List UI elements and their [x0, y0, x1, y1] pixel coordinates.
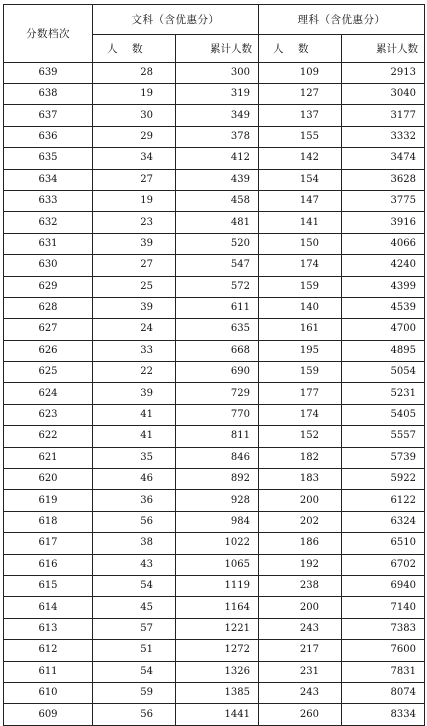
science-count-cell: 200: [259, 597, 342, 618]
score-distribution-table: [3, 4, 425, 726]
score-cell: 613: [4, 618, 93, 639]
arts-cumulative-cell: 547: [176, 255, 259, 276]
arts-count-cell: 27: [93, 169, 176, 190]
score-cell: 632: [4, 212, 93, 233]
science-count-cell: 147: [259, 190, 342, 211]
table-row: [4, 533, 425, 554]
science-count-cell: 200: [259, 490, 342, 511]
arts-count-cell: 56: [93, 704, 176, 725]
arts-count-cell: 19: [93, 84, 176, 105]
science-cumulative-cell: 3474: [342, 148, 425, 169]
header-row-groups: [4, 5, 425, 35]
arts-count-cell: 41: [93, 426, 176, 447]
arts-cumulative-cell: 928: [176, 490, 259, 511]
table-row: [4, 362, 425, 383]
science-count-cell: 142: [259, 148, 342, 169]
score-cell: 610: [4, 682, 93, 703]
science-cumulative-cell: 3628: [342, 169, 425, 190]
science-count-cell: 140: [259, 297, 342, 318]
science-count-cell: 243: [259, 618, 342, 639]
score-cell: 628: [4, 297, 93, 318]
science-count-cell: 195: [259, 340, 342, 361]
score-cell: 636: [4, 126, 93, 147]
arts-cumulative-cell: 1221: [176, 618, 259, 639]
science-cumulative-cell: 3775: [342, 190, 425, 211]
science-cumulative-cell: 4895: [342, 340, 425, 361]
table-row: [4, 704, 425, 725]
science-count-cell: 182: [259, 447, 342, 468]
science-count-cell: 217: [259, 640, 342, 661]
arts-count-cell: 28: [93, 63, 176, 84]
arts-cumulative-cell: 1385: [176, 682, 259, 703]
arts-count-cell: 56: [93, 511, 176, 532]
science-count-cell: 161: [259, 319, 342, 340]
science-cumulative-cell: 5557: [342, 426, 425, 447]
table-row: [4, 661, 425, 682]
arts-count-cell: 25: [93, 276, 176, 297]
arts-cumulative-cell: 811: [176, 426, 259, 447]
arts-count-cell: 33: [93, 340, 176, 361]
science-cumulative-cell: 5054: [342, 362, 425, 383]
science-cumulative-cell: 6510: [342, 533, 425, 554]
score-cell: 631: [4, 233, 93, 254]
arts-count-cell: 39: [93, 297, 176, 318]
arts-count-cell: 36: [93, 490, 176, 511]
table-row: [4, 469, 425, 490]
score-distribution-table-wrapper: [3, 4, 425, 726]
table-row: [4, 447, 425, 468]
science-count-cell: 202: [259, 511, 342, 532]
score-cell: 623: [4, 404, 93, 425]
table-header: [4, 5, 425, 63]
arts-cumulative-cell: 846: [176, 447, 259, 468]
table-row: [4, 597, 425, 618]
arts-count-cell: 51: [93, 640, 176, 661]
arts-cumulative-cell: 439: [176, 169, 259, 190]
arts-cumulative-cell: 412: [176, 148, 259, 169]
science-cumulative-cell: 6324: [342, 511, 425, 532]
arts-cumulative-cell: 1326: [176, 661, 259, 682]
score-cell: 625: [4, 362, 93, 383]
arts-cumulative-cell: 1119: [176, 575, 259, 596]
science-group-header: 理科（含优惠分）: [259, 5, 425, 35]
science-cumulative-cell: 2913: [342, 63, 425, 84]
arts-count-cell: 27: [93, 255, 176, 276]
science-count-cell: 186: [259, 533, 342, 554]
arts-count-cell: 24: [93, 319, 176, 340]
score-cell: 621: [4, 447, 93, 468]
science-cumulative-cell: 4700: [342, 319, 425, 340]
table-row: [4, 383, 425, 404]
arts-cumulative-cell: 668: [176, 340, 259, 361]
arts-cumulative-cell: 319: [176, 84, 259, 105]
score-cell: 634: [4, 169, 93, 190]
arts-count-cell: 22: [93, 362, 176, 383]
science-cumulative-cell: 6702: [342, 554, 425, 575]
arts-cumulative-cell: 729: [176, 383, 259, 404]
table-row: [4, 340, 425, 361]
table-row: [4, 126, 425, 147]
score-cell: 639: [4, 63, 93, 84]
score-cell: 624: [4, 383, 93, 404]
arts-count-cell: 35: [93, 447, 176, 468]
science-cumulative-cell: 3916: [342, 212, 425, 233]
table-row: [4, 618, 425, 639]
arts-count-cell: 39: [93, 383, 176, 404]
arts-count-cell: 45: [93, 597, 176, 618]
science-count-cell: 127: [259, 84, 342, 105]
arts-cumulative-cell: 1022: [176, 533, 259, 554]
arts-count-cell: 34: [93, 148, 176, 169]
arts-count-cell: 23: [93, 212, 176, 233]
arts-count-cell: 19: [93, 190, 176, 211]
arts-group-header: 文科（含优惠分）: [93, 5, 259, 35]
science-cumulative-header: 累计人数: [342, 35, 425, 63]
arts-cumulative-cell: 349: [176, 105, 259, 126]
science-count-cell: 174: [259, 255, 342, 276]
science-count-cell: 137: [259, 105, 342, 126]
science-count-cell: 154: [259, 169, 342, 190]
table-row: [4, 255, 425, 276]
science-cumulative-cell: 5231: [342, 383, 425, 404]
table-row: [4, 63, 425, 84]
science-cumulative-cell: 6940: [342, 575, 425, 596]
science-count-header: 人 数: [259, 35, 342, 63]
score-column-header: 分数档次: [4, 5, 93, 63]
table-row: [4, 319, 425, 340]
science-count-cell: 152: [259, 426, 342, 447]
arts-cumulative-cell: 892: [176, 469, 259, 490]
table-row: [4, 148, 425, 169]
table-row: [4, 404, 425, 425]
score-cell: 633: [4, 190, 93, 211]
science-cumulative-cell: 5922: [342, 469, 425, 490]
arts-cumulative-cell: 611: [176, 297, 259, 318]
science-count-cell: 231: [259, 661, 342, 682]
table-row: [4, 554, 425, 575]
science-count-cell: 159: [259, 276, 342, 297]
table-row: [4, 233, 425, 254]
science-count-cell: 174: [259, 404, 342, 425]
table-body: [4, 63, 425, 726]
arts-cumulative-cell: 770: [176, 404, 259, 425]
score-cell: 617: [4, 533, 93, 554]
science-cumulative-cell: 4066: [342, 233, 425, 254]
arts-cumulative-cell: 1164: [176, 597, 259, 618]
arts-cumulative-cell: 984: [176, 511, 259, 532]
arts-cumulative-cell: 481: [176, 212, 259, 233]
score-cell: 635: [4, 148, 93, 169]
science-count-cell: 155: [259, 126, 342, 147]
arts-count-header: 人 数: [93, 35, 176, 63]
score-cell: 612: [4, 640, 93, 661]
science-count-cell: 141: [259, 212, 342, 233]
arts-cumulative-cell: 1272: [176, 640, 259, 661]
table-row: [4, 297, 425, 318]
table-row: [4, 426, 425, 447]
arts-count-cell: 30: [93, 105, 176, 126]
science-cumulative-cell: 3040: [342, 84, 425, 105]
arts-count-cell: 41: [93, 404, 176, 425]
arts-count-cell: 38: [93, 533, 176, 554]
arts-count-cell: 43: [93, 554, 176, 575]
score-cell: 615: [4, 575, 93, 596]
science-count-cell: 183: [259, 469, 342, 490]
science-cumulative-cell: 7140: [342, 597, 425, 618]
science-count-cell: 243: [259, 682, 342, 703]
score-cell: 630: [4, 255, 93, 276]
science-cumulative-cell: 7831: [342, 661, 425, 682]
science-count-cell: 238: [259, 575, 342, 596]
score-cell: 614: [4, 597, 93, 618]
table-row: [4, 276, 425, 297]
table-row: [4, 84, 425, 105]
arts-cumulative-cell: 1441: [176, 704, 259, 725]
science-count-cell: 150: [259, 233, 342, 254]
table-row: [4, 105, 425, 126]
arts-cumulative-cell: 300: [176, 63, 259, 84]
table-row: [4, 490, 425, 511]
arts-cumulative-cell: 520: [176, 233, 259, 254]
arts-cumulative-cell: 1065: [176, 554, 259, 575]
score-cell: 622: [4, 426, 93, 447]
arts-cumulative-cell: 635: [176, 319, 259, 340]
score-cell: 611: [4, 661, 93, 682]
score-cell: 618: [4, 511, 93, 532]
arts-count-cell: 39: [93, 233, 176, 254]
science-cumulative-cell: 4539: [342, 297, 425, 318]
table-row: [4, 575, 425, 596]
science-cumulative-cell: 4399: [342, 276, 425, 297]
score-cell: 629: [4, 276, 93, 297]
science-cumulative-cell: 4240: [342, 255, 425, 276]
arts-cumulative-cell: 572: [176, 276, 259, 297]
science-cumulative-cell: 8074: [342, 682, 425, 703]
score-cell: 616: [4, 554, 93, 575]
arts-count-cell: 29: [93, 126, 176, 147]
arts-count-cell: 59: [93, 682, 176, 703]
table-row: [4, 640, 425, 661]
score-cell: 627: [4, 319, 93, 340]
table-row: [4, 190, 425, 211]
science-cumulative-cell: 7383: [342, 618, 425, 639]
arts-count-cell: 54: [93, 661, 176, 682]
score-cell: 638: [4, 84, 93, 105]
table-row: [4, 169, 425, 190]
score-cell: 619: [4, 490, 93, 511]
arts-cumulative-cell: 690: [176, 362, 259, 383]
arts-cumulative-cell: 378: [176, 126, 259, 147]
arts-cumulative-cell: 458: [176, 190, 259, 211]
science-cumulative-cell: 8334: [342, 704, 425, 725]
science-count-cell: 177: [259, 383, 342, 404]
score-cell: 620: [4, 469, 93, 490]
science-cumulative-cell: 7600: [342, 640, 425, 661]
table-row: [4, 682, 425, 703]
table-row: [4, 212, 425, 233]
science-cumulative-cell: 3177: [342, 105, 425, 126]
science-count-cell: 260: [259, 704, 342, 725]
science-count-cell: 109: [259, 63, 342, 84]
arts-count-cell: 57: [93, 618, 176, 639]
arts-count-cell: 46: [93, 469, 176, 490]
science-cumulative-cell: 5739: [342, 447, 425, 468]
score-cell: 609: [4, 704, 93, 725]
science-cumulative-cell: 5405: [342, 404, 425, 425]
arts-count-cell: 54: [93, 575, 176, 596]
table-row: [4, 511, 425, 532]
science-count-cell: 159: [259, 362, 342, 383]
score-cell: 637: [4, 105, 93, 126]
science-cumulative-cell: 3332: [342, 126, 425, 147]
arts-cumulative-header: 累计人数: [176, 35, 259, 63]
score-cell: 626: [4, 340, 93, 361]
science-count-cell: 192: [259, 554, 342, 575]
science-cumulative-cell: 6122: [342, 490, 425, 511]
